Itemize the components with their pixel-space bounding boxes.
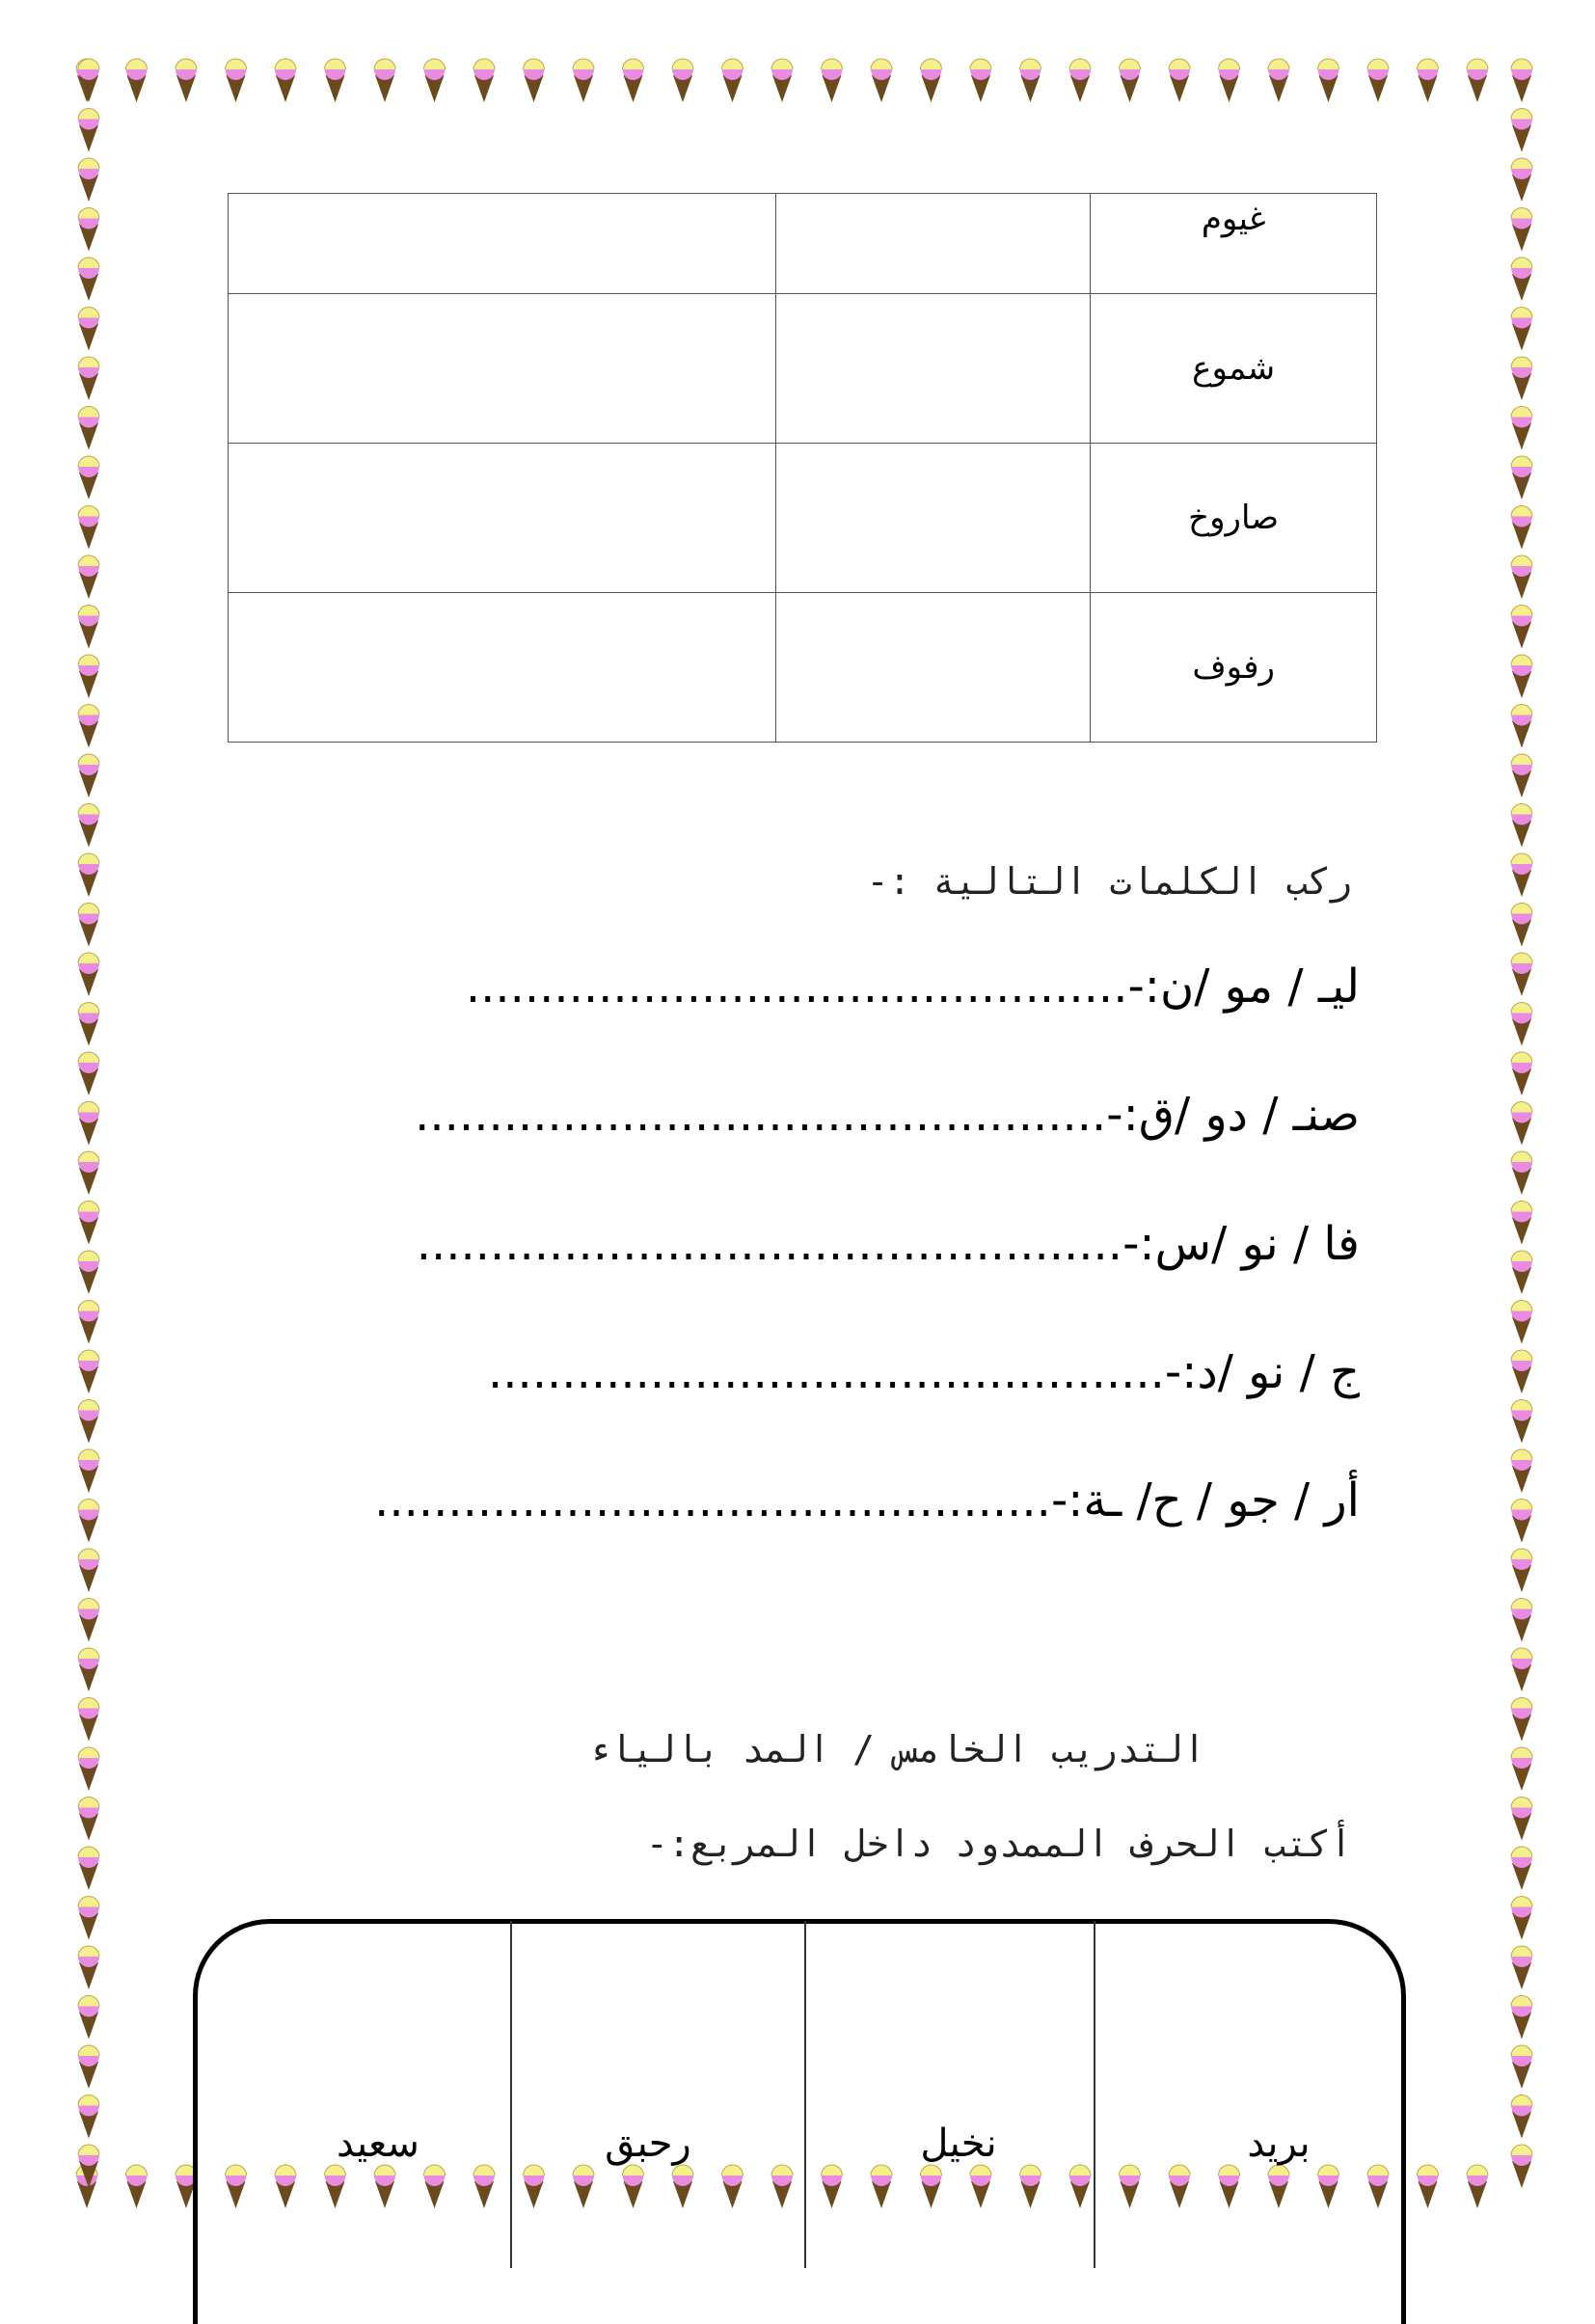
syllables: فا / نو /س:-: [1122, 1217, 1360, 1271]
ice-cream-cone-icon: [1511, 2145, 1532, 2188]
table-word: رفوف: [1192, 648, 1275, 687]
ice-cream-cone-icon: [1268, 59, 1289, 102]
table-row: [229, 444, 1377, 593]
ice-cream-cone-icon: [78, 1052, 99, 1095]
syllables: أر / جو / ح/ ـة:-: [1050, 1473, 1360, 1527]
divider: [1094, 1921, 1095, 2268]
ice-cream-cone-icon: [78, 1449, 99, 1493]
ice-cream-cone-icon: [573, 59, 594, 102]
ice-cream-cone-icon: [78, 1202, 99, 1245]
compose-line: [415, 1088, 1360, 1142]
ice-cream-cone-icon: [78, 1549, 99, 1592]
ice-cream-cone-icon: [1511, 655, 1532, 698]
ice-cream-cone-icon: [78, 1747, 99, 1791]
table-row: [229, 294, 1377, 444]
ice-cream-cone-icon: [78, 1599, 99, 1642]
ice-cream-cone-icon: [1511, 1648, 1532, 1691]
ice-cream-cone-icon: [1367, 59, 1389, 102]
ice-cream-cone-icon: [1511, 804, 1532, 848]
ice-cream-cone-icon: [1511, 158, 1532, 202]
ice-cream-cone-icon: [275, 59, 296, 102]
ice-cream-cone-icon: [78, 1897, 99, 1940]
ice-cream-cone-icon: [78, 158, 99, 202]
ice-cream-cone-icon: [78, 754, 99, 797]
ice-cream-cone-icon: [1418, 59, 1439, 102]
ice-cream-cone-icon: [78, 1996, 99, 2040]
ice-cream-cone-icon: [1511, 853, 1532, 897]
ice-cream-cone-icon: [871, 59, 892, 102]
ice-cream-cone-icon: [1467, 59, 1488, 102]
word-cell: [1091, 194, 1377, 294]
ice-cream-cone-icon: [78, 953, 99, 996]
ice-cream-cone-icon: [78, 257, 99, 301]
ice-cream-cone-icon: [1511, 754, 1532, 797]
ice-cream-cone-icon: [1511, 109, 1532, 152]
ice-cream-cone-icon: [1511, 1599, 1532, 1642]
ice-cream-cone-icon: [1511, 1549, 1532, 1592]
ice-cream-cone-icon: [78, 904, 99, 947]
answer-cell[interactable]: [229, 194, 776, 294]
ice-cream-cone-icon: [78, 804, 99, 848]
ice-cream-cone-icon: [78, 1648, 99, 1691]
exercise-title: التدريب الخامس / المد بالياء: [587, 1728, 1205, 1770]
ice-cream-cone-icon: [78, 1797, 99, 1841]
ice-cream-cone-icon: [126, 59, 148, 102]
ice-cream-cone-icon: [1511, 1052, 1532, 1095]
ice-cream-cone-icon: [1511, 606, 1532, 649]
ice-cream-cone-icon: [1511, 1897, 1532, 1940]
ice-cream-cone-icon: [1418, 2165, 1439, 2208]
syllables: ج / نو /د:-: [1164, 1345, 1360, 1399]
word-cell: [1091, 444, 1377, 593]
answer-blank[interactable]: ..............................................: [488, 1345, 1165, 1399]
ice-cream-cone-icon: [1511, 208, 1532, 252]
table-word: شموع: [1192, 349, 1276, 388]
ice-cream-cone-icon: [126, 2165, 148, 2208]
answer-blank[interactable]: ...............................................: [415, 1088, 1107, 1142]
answer-cell[interactable]: [775, 593, 1090, 743]
ice-cream-cone-icon: [822, 59, 843, 102]
ice-cream-cone-icon: [1511, 953, 1532, 996]
word-cell: [1091, 294, 1377, 444]
ice-cream-cone-icon: [1511, 1996, 1532, 2040]
ice-cream-cone-icon: [1511, 1151, 1532, 1195]
ice-cream-cone-icon: [78, 407, 99, 450]
ice-cream-cone-icon: [921, 59, 942, 102]
ice-cream-cone-icon: [424, 59, 446, 102]
ice-cream-cone-icon: [1020, 59, 1041, 102]
ice-cream-cone-icon: [78, 456, 99, 500]
ice-cream-cone-icon: [1511, 1003, 1532, 1046]
ice-cream-cone-icon: [1511, 2045, 1532, 2089]
ice-cream-cone-icon: [78, 308, 99, 351]
compose-heading: ركب الكلمات التالية :-: [866, 860, 1352, 903]
ice-cream-cone-icon: [78, 555, 99, 599]
ice-cream-cone-icon: [78, 1251, 99, 1294]
ice-cream-cone-icon: [78, 655, 99, 698]
ice-cream-cone-icon: [1511, 1251, 1532, 1294]
ice-cream-cone-icon: [78, 1400, 99, 1444]
ice-cream-cone-icon: [1511, 59, 1532, 102]
divider: [804, 1921, 806, 2268]
ice-cream-cone-icon: [524, 59, 545, 102]
ice-cream-cone-icon: [78, 1500, 99, 1543]
syllables: ليـ / مو /ن:-: [1127, 959, 1360, 1013]
ice-cream-cone-icon: [226, 59, 247, 102]
table-word: صاروخ: [1188, 499, 1280, 537]
answer-cell[interactable]: [229, 444, 776, 593]
answer-cell[interactable]: [775, 194, 1090, 294]
ice-cream-cone-icon: [78, 705, 99, 748]
ice-cream-cone-icon: [1511, 1698, 1532, 1742]
compose-line: [374, 1473, 1360, 1527]
ice-cream-cone-icon: [1511, 904, 1532, 947]
ice-cream-cone-icon: [78, 506, 99, 550]
box-word: بريد: [1247, 2121, 1311, 2166]
ice-cream-cone-icon: [325, 59, 346, 102]
ice-cream-cone-icon: [1511, 1500, 1532, 1543]
ice-cream-cone-icon: [970, 59, 991, 102]
ice-cream-cone-icon: [1511, 1847, 1532, 1890]
ice-cream-cone-icon: [78, 606, 99, 649]
ice-cream-cone-icon: [1120, 59, 1141, 102]
ice-cream-cone-icon: [1511, 1301, 1532, 1344]
ice-cream-cone-icon: [78, 853, 99, 897]
answer-cell[interactable]: [229, 294, 776, 444]
answer-blank[interactable]: .............................................: [465, 959, 1128, 1013]
ice-cream-cone-icon: [78, 1698, 99, 1742]
ice-cream-cone-icon: [1511, 1946, 1532, 1989]
syllables: صنـ / دو /ق:-: [1106, 1088, 1360, 1142]
ice-cream-cone-icon: [1511, 555, 1532, 599]
ice-cream-cone-icon: [78, 2045, 99, 2089]
ice-cream-cone-icon: [374, 59, 395, 102]
compose-line: [466, 959, 1360, 1013]
ice-cream-cone-icon: [1467, 2165, 1488, 2208]
answer-blank[interactable]: ................................................: [416, 1217, 1123, 1271]
word-cell: [1091, 593, 1377, 743]
ice-cream-cone-icon: [1169, 59, 1190, 102]
ice-cream-cone-icon: [1511, 1449, 1532, 1493]
table-row: [229, 194, 1377, 294]
ice-cream-cone-icon: [1511, 1797, 1532, 1841]
ice-cream-cone-icon: [176, 59, 197, 102]
ice-cream-cone-icon: [78, 208, 99, 252]
ice-cream-cone-icon: [1511, 1747, 1532, 1791]
box-word: نخيل: [920, 2121, 997, 2166]
ice-cream-cone-icon: [1511, 456, 1532, 500]
ice-cream-cone-icon: [1318, 59, 1339, 102]
ice-cream-cone-icon: [722, 59, 743, 102]
ice-cream-cone-icon: [1511, 1350, 1532, 1393]
ice-cream-cone-icon: [1069, 59, 1091, 102]
table-row: [229, 593, 1377, 743]
ice-cream-cone-icon: [1511, 506, 1532, 550]
ice-cream-cone-icon: [78, 1847, 99, 1890]
ice-cream-cone-icon: [1511, 1400, 1532, 1444]
answer-cell[interactable]: [775, 294, 1090, 444]
compose-line: [488, 1345, 1360, 1399]
ice-cream-cone-icon: [78, 1946, 99, 1989]
ice-cream-cone-icon: [78, 1350, 99, 1393]
ice-cream-cone-icon: [672, 59, 693, 102]
ice-cream-cone-icon: [771, 59, 793, 102]
ice-cream-cone-icon: [1511, 705, 1532, 748]
answer-blank[interactable]: ..............................................: [374, 1473, 1051, 1527]
ice-cream-cone-icon: [1511, 2095, 1532, 2139]
divider: [510, 1921, 512, 2268]
ice-cream-cone-icon: [1219, 59, 1240, 102]
ice-cream-cone-icon: [78, 1102, 99, 1146]
ice-cream-cone-icon: [78, 109, 99, 152]
ice-cream-cone-icon: [78, 357, 99, 400]
ice-cream-cone-icon: [1511, 257, 1532, 301]
ice-cream-cone-icon: [1511, 407, 1532, 450]
ice-cream-cone-icon: [78, 1301, 99, 1344]
table-word: غيوم: [1201, 200, 1266, 238]
ice-cream-cone-icon: [1511, 1102, 1532, 1146]
ice-cream-cone-icon: [78, 1003, 99, 1046]
ice-cream-cone-icon: [623, 59, 644, 102]
compose-line: [417, 1217, 1360, 1271]
ice-cream-cone-icon: [78, 2095, 99, 2139]
ice-cream-cone-icon: [1511, 1202, 1532, 1245]
ice-cream-cone-icon: [1511, 357, 1532, 400]
ice-cream-cone-icon: [78, 1151, 99, 1195]
ice-cream-cone-icon: [78, 59, 99, 102]
ice-cream-cone-icon: [1511, 308, 1532, 351]
ice-cream-cone-icon: [473, 59, 495, 102]
answer-cell[interactable]: [775, 444, 1090, 593]
words-table: [228, 193, 1377, 743]
exercise-instruction: أكتب الحرف الممدود داخل المربع:-: [645, 1823, 1352, 1865]
box-word: رحبق: [605, 2121, 691, 2166]
box-word: سعيد: [337, 2121, 419, 2166]
answer-cell[interactable]: [229, 593, 776, 743]
